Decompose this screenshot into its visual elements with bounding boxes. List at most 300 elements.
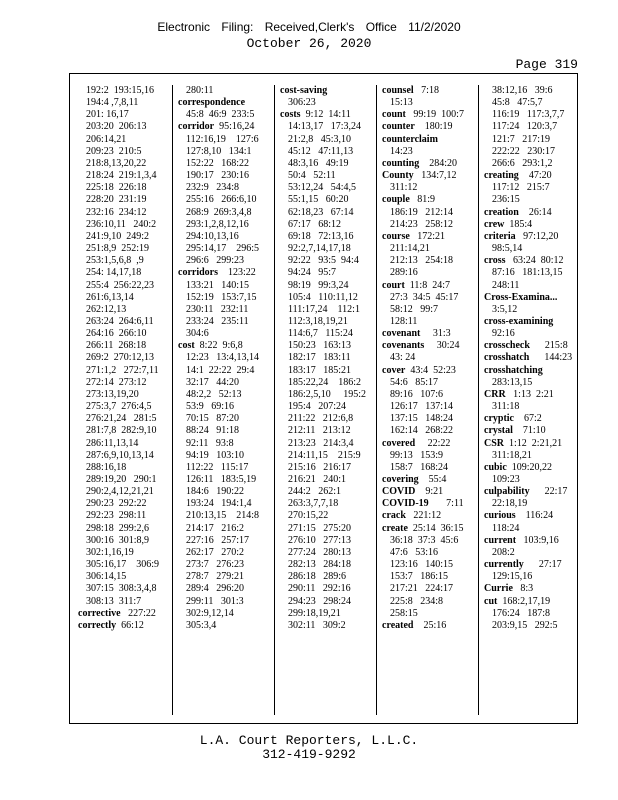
index-page-refs: [280, 413, 366, 425]
page-line-refs: 9:21: [415, 486, 444, 498]
index-page-refs: [280, 498, 366, 510]
page-line-refs: 127:8,10 134:1: [186, 145, 252, 157]
page-line-refs: 294:23 298:24: [288, 595, 352, 607]
page-line-refs: 221:12: [405, 510, 442, 522]
column-divider: [274, 85, 275, 715]
page-line-refs: 48:3,16 49:19: [288, 157, 349, 169]
index-term: current: [484, 534, 517, 546]
page-line-refs: 308:13 311:7: [86, 595, 142, 607]
page-line-refs: 152:19 153:7,15: [186, 291, 257, 303]
index-page-refs: [78, 583, 159, 595]
index-page-refs: [484, 328, 572, 340]
index-term-entry: [484, 535, 572, 547]
page-line-refs: 212:13 254:18: [390, 255, 454, 267]
index-page-refs: [382, 146, 464, 158]
page-line-refs: 288:16,18: [86, 461, 127, 473]
index-page-refs: [280, 510, 366, 522]
index-term: counting: [382, 157, 420, 169]
index-page-refs: [178, 219, 259, 231]
page-line-refs: 241:9,10 249:2: [86, 230, 150, 242]
index-term-entry: [382, 85, 464, 97]
index-page-refs: [78, 219, 159, 231]
index-page-refs: [78, 462, 159, 474]
page-line-refs: 117:24 120:3,7: [492, 121, 558, 133]
page-line-refs: 185:4: [504, 218, 533, 230]
index-page-refs: [78, 328, 159, 340]
index-page-refs: [280, 583, 366, 595]
index-term-entry: [382, 109, 464, 121]
index-term-entry: [382, 170, 464, 182]
index-term-entry: [484, 389, 572, 401]
page-line-refs: 193:24 194:1,4: [186, 498, 252, 510]
page-line-refs: 300:16 301:8,9: [86, 534, 150, 546]
page-line-refs: 262:12,13: [86, 303, 127, 315]
index-page-refs: [382, 450, 464, 462]
page-line-refs: 213:23 214:3,4: [288, 437, 354, 449]
index-page-refs: [484, 498, 572, 510]
index-page-refs: [382, 401, 464, 413]
index-term-entry: [280, 85, 366, 97]
index-page-refs: [178, 243, 259, 255]
page-line-refs: 286:18 289:6: [288, 571, 347, 583]
page-line-refs: 311:18: [492, 401, 520, 413]
column-divider: [376, 85, 377, 715]
index-page-refs: [178, 389, 259, 401]
index-page-refs: [280, 620, 366, 632]
index-page-refs: [178, 425, 259, 437]
index-page-refs: [78, 182, 159, 194]
index-page-refs: [78, 389, 159, 401]
index-page-refs: [280, 207, 366, 219]
index-page-refs: [280, 377, 366, 389]
index-page-refs: [78, 474, 159, 486]
page-line-refs: 232:9 234:8: [186, 182, 240, 194]
index-page-refs: [78, 413, 159, 425]
index-page-refs: [178, 498, 259, 510]
index-page-refs: [280, 523, 366, 535]
page-line-refs: 232:16 234:12: [86, 206, 147, 218]
index-page-refs: [280, 97, 366, 109]
index-term-entry: [484, 559, 572, 571]
page-line-refs: 118:24: [492, 522, 520, 534]
page-line-refs: 311:12: [390, 182, 418, 194]
index-page-refs: [78, 134, 159, 146]
index-page-refs: [382, 352, 464, 364]
page-line-refs: 55:1,15 60:20: [288, 194, 349, 206]
index-page-refs: [484, 608, 572, 620]
index-page-refs: [280, 158, 366, 170]
page-line-refs: 114:6,7 115:24: [288, 328, 353, 340]
page-line-refs: 54:6 85:17: [390, 376, 439, 388]
page-line-refs: 134:7,12: [413, 170, 457, 182]
index-page-refs: [280, 389, 366, 401]
index-term-entry: [484, 438, 572, 450]
index-page-refs: [484, 280, 572, 292]
column-divider: [172, 85, 173, 715]
page-line-refs: 53:9 69:16: [186, 401, 235, 413]
page-line-refs: 25:14 36:15: [407, 522, 464, 534]
index-page-refs: [382, 583, 464, 595]
index-page-refs: [78, 535, 159, 547]
page-line-refs: 45:12 47:11,13: [288, 145, 354, 157]
index-page-refs: [178, 158, 259, 170]
index-page-refs: [178, 207, 259, 219]
page-line-refs: 255:4 256:22,23: [86, 279, 155, 291]
index-page-refs: [178, 571, 259, 583]
index-page-refs: [280, 462, 366, 474]
index-term: court: [382, 279, 405, 291]
index-column-5: [484, 85, 572, 632]
index-term-entry: [484, 425, 572, 437]
index-page-refs: [178, 134, 259, 146]
page-line-refs: 14:23: [390, 145, 413, 157]
page-line-refs: 227:22: [120, 607, 156, 619]
index-page-refs: [280, 316, 366, 328]
index-page-refs: [78, 304, 159, 316]
page-line-refs: 215:16 216:17: [288, 461, 352, 473]
index-term: counter: [382, 121, 415, 133]
index-page-refs: [280, 219, 366, 231]
index-term: counsel: [382, 85, 414, 96]
index-term-entry: [382, 498, 464, 510]
page-number: Page 319: [515, 57, 578, 72]
page-line-refs: 63:24 80:12: [505, 255, 564, 267]
index-term: cross: [484, 255, 506, 267]
index-page-refs: [178, 365, 259, 377]
index-page-refs: [280, 340, 366, 352]
page-line-refs: 22:22: [415, 437, 451, 449]
page-line-refs: 69:18 72:13,16: [288, 230, 354, 242]
index-term: count: [382, 109, 406, 121]
page-line-refs: 94:19 103:10: [186, 449, 245, 461]
index-term-entry: [484, 365, 572, 377]
page-line-refs: 307:15 308:3,4,8: [86, 583, 157, 595]
index-page-refs: [78, 280, 159, 292]
page-line-refs: 22:18,19: [492, 498, 528, 510]
filing-header: Electronic Filing: Received,Clerk's Office 11/2/2020: [157, 20, 461, 34]
index-term: Cross-Examina...: [484, 291, 558, 303]
index-page-refs: [484, 304, 572, 316]
index-page-refs: [78, 243, 159, 255]
index-page-refs: [178, 474, 259, 486]
page-line-refs: 133:21 140:15: [186, 279, 250, 291]
index-page-refs: [280, 170, 366, 182]
page-line-refs: 299:11 301:3: [186, 595, 244, 607]
reporter-company: L.A. Court Reporters, L.L.C.: [199, 733, 419, 748]
page-line-refs: 254: 14,17,18: [86, 267, 142, 279]
index-page-refs: [382, 389, 464, 401]
page-line-refs: 48:2,2 52:13: [186, 388, 242, 400]
index-page-refs: [280, 194, 366, 206]
index-page-refs: [382, 377, 464, 389]
index-page-refs: [484, 401, 572, 413]
index-page-refs: [280, 450, 366, 462]
index-term-entry: [382, 134, 464, 146]
index-column-4: [382, 85, 464, 632]
index-term-entry: [484, 219, 572, 231]
index-page-refs: [280, 243, 366, 255]
index-page-refs: [484, 97, 572, 109]
page-line-refs: 294:10,13,16: [186, 230, 239, 242]
page-line-refs: 218:24 219:1,3,4: [86, 170, 157, 182]
index-page-refs: [78, 547, 159, 559]
index-term-entry: [484, 340, 572, 352]
page-line-refs: 53:12,24 54:4,5: [288, 182, 357, 194]
index-column-1: [78, 85, 159, 632]
page-line-refs: 92:16: [492, 328, 515, 340]
index-page-refs: [178, 608, 259, 620]
page-line-refs: 121:7 217:19: [492, 133, 551, 145]
index-term-entry: [382, 365, 464, 377]
page-line-refs: 7:18: [413, 85, 439, 96]
page-line-refs: 282:13 284:18: [288, 559, 352, 571]
index-term: covering: [382, 474, 419, 485]
page-line-refs: 289:19,20 290:1: [86, 474, 157, 485]
index-page-refs: [78, 352, 159, 364]
page-line-refs: 126:11 183:5,19: [186, 474, 257, 485]
index-page-refs: [78, 365, 159, 377]
page-line-refs: 94:24 95:7: [288, 267, 337, 279]
index-term-entry: [484, 316, 572, 328]
page-line-refs: 295:14,17 296:5: [186, 243, 260, 255]
index-term-entry: [382, 620, 464, 632]
index-term: corrective: [78, 607, 121, 619]
index-page-refs: [382, 182, 464, 194]
page-line-refs: 27:3 34:5 45:17: [390, 291, 459, 303]
page-line-refs: 12:23 13:4,13,14: [186, 352, 260, 364]
index-page-refs: [280, 596, 366, 608]
index-page-refs: [178, 523, 259, 535]
index-page-refs: [484, 146, 572, 158]
page-line-refs: 283:13,15: [492, 376, 533, 388]
index-page-refs: [178, 146, 259, 158]
page-line-refs: 67:2: [514, 413, 542, 425]
index-term-entry: [484, 207, 572, 219]
index-term: crosshatching: [484, 364, 543, 376]
index-term: creation: [484, 206, 519, 218]
page-line-refs: 289:4 296:20: [186, 583, 245, 595]
index-term-entry: [382, 510, 464, 522]
page-line-refs: 22:17: [529, 486, 568, 498]
index-page-refs: [78, 438, 159, 450]
page-line-refs: 103:9,16: [516, 534, 559, 546]
page-line-refs: 38:12,16 39:6: [492, 85, 553, 96]
reporter-phone: 312-419-9292: [262, 747, 356, 762]
page-line-refs: 15:13: [390, 97, 413, 109]
index-page-refs: [382, 547, 464, 559]
index-page-refs: [382, 304, 464, 316]
index-page-refs: [178, 280, 259, 292]
index-page-refs: [78, 158, 159, 170]
page-line-refs: 32:17 44:20: [186, 376, 240, 388]
page-line-refs: 271:1,2 272:7,11: [86, 364, 159, 376]
index-page-refs: [280, 401, 366, 413]
page-line-refs: 25:16: [413, 619, 447, 631]
index-page-refs: [78, 85, 159, 97]
page-line-refs: 30:24: [424, 340, 460, 352]
page-line-refs: 305:3,4: [186, 619, 217, 631]
page-line-refs: 263:24 264:6,11: [86, 315, 154, 327]
index-term-entry: [484, 231, 572, 243]
index-page-refs: [178, 182, 259, 194]
index-page-refs: [78, 523, 159, 535]
page-line-refs: 176:24 187:8: [492, 607, 551, 619]
page-line-refs: 137:15 148:24: [390, 413, 454, 425]
index-page-refs: [78, 170, 159, 182]
index-page-refs: [484, 474, 572, 486]
page-line-refs: 290:23 292:22: [86, 498, 147, 510]
page-line-refs: 296:6 299:23: [186, 255, 245, 267]
index-page-refs: [178, 377, 259, 389]
page-line-refs: 128:11: [390, 315, 418, 327]
page-line-refs: 8:3: [512, 583, 534, 595]
page-line-refs: 203:9,15 292:5: [492, 619, 558, 631]
page-line-refs: 284:20: [419, 157, 458, 169]
page-line-refs: 290:11 292:16: [288, 583, 351, 595]
page-line-refs: 311:18,21: [492, 449, 532, 461]
page-line-refs: 293:1,2,8,12,16: [186, 218, 249, 230]
page-line-refs: 298:18 299:2,6: [86, 522, 150, 534]
page-line-refs: 302:1,16,19: [86, 546, 134, 558]
page-line-refs: 62:18,23 67:14: [288, 206, 354, 218]
page-line-refs: 210:13,15 214:8: [186, 510, 260, 522]
page-line-refs: 97:12,20: [515, 230, 559, 242]
page-line-refs: 212:11 213:12: [288, 425, 351, 437]
page-line-refs: 272:14 273:12: [86, 376, 147, 388]
page-line-refs: 152:22 168:22: [186, 157, 250, 169]
page-line-refs: 211:14,21: [390, 243, 430, 255]
page-line-refs: 292:23 298:11: [86, 510, 147, 522]
index-page-refs: [484, 182, 572, 194]
index-page-refs: [78, 97, 159, 109]
page-line-refs: 228:20 231:19: [86, 194, 147, 206]
index-term: correctly: [78, 619, 117, 631]
page-line-refs: 162:14 268:22: [390, 425, 454, 437]
page-line-refs: 31:3: [420, 328, 451, 340]
index-page-refs: [78, 498, 159, 510]
index-page-refs: [178, 85, 259, 97]
index-term: counterclaim: [382, 133, 438, 145]
index-page-refs: [78, 292, 159, 304]
index-term-entry: [382, 474, 464, 486]
index-page-refs: [178, 450, 259, 462]
index-page-refs: [178, 255, 259, 267]
index-page-refs: [178, 292, 259, 304]
index-page-refs: [178, 510, 259, 522]
page-line-refs: 45:8 46:9 233:5: [186, 109, 255, 121]
index-term: crystal: [484, 425, 513, 437]
index-page-refs: [280, 486, 366, 498]
index-page-refs: [280, 182, 366, 194]
index-term-entry: [484, 583, 572, 595]
index-term: criteria: [484, 230, 516, 242]
page-line-refs: 273:7 276:23: [186, 559, 245, 571]
page-line-refs: 26:14: [518, 206, 552, 218]
page-line-refs: 45:8 47:5,7: [492, 97, 543, 109]
index-term-entry: [484, 486, 572, 498]
index-term-entry: [178, 97, 259, 109]
index-term-entry: [382, 194, 464, 206]
page-line-refs: 304:6: [186, 328, 209, 340]
index-page-refs: [280, 352, 366, 364]
page-line-refs: 270:15,22: [288, 510, 329, 522]
index-page-refs: [382, 243, 464, 255]
index-page-refs: [78, 450, 159, 462]
page-line-refs: 112:22 115:17: [186, 461, 249, 473]
page-line-refs: 236:10,11 240:2: [86, 218, 157, 230]
index-term: COVID-19: [382, 498, 429, 510]
index-page-refs: [280, 267, 366, 279]
page-line-refs: 305:16,17 306:9: [86, 559, 160, 571]
page-line-refs: 112:16,19 127:6: [186, 133, 259, 145]
page-line-refs: 92:2,7,14,17,18: [288, 243, 351, 255]
page-line-refs: 263:3,7,7,18: [288, 498, 339, 510]
page-line-refs: 289:16: [390, 267, 418, 279]
index-page-refs: [484, 158, 572, 170]
index-column-2: [178, 85, 259, 632]
index-term: currently: [484, 559, 524, 571]
page-line-refs: 99:19 100:7: [405, 109, 464, 121]
index-page-refs: [382, 596, 464, 608]
page-line-refs: 290:2,4,12,21,21: [86, 486, 154, 498]
page-line-refs: 43: 24: [390, 352, 416, 364]
index-page-refs: [484, 571, 572, 583]
index-page-refs: [78, 146, 159, 158]
page-line-refs: 255:16 266:6,10: [186, 194, 257, 206]
index-page-refs: [178, 462, 259, 474]
index-page-refs: [382, 608, 464, 620]
page-line-refs: 264:16 266:10: [86, 328, 147, 340]
page-line-refs: 3:5,12: [492, 303, 518, 315]
index-term-entry: [484, 170, 572, 182]
index-page-refs: [280, 559, 366, 571]
hearing-date: October 26, 2020: [246, 36, 372, 51]
page-line-refs: 158:7 168:24: [390, 461, 449, 473]
page-line-refs: 81:9: [409, 194, 436, 206]
page-line-refs: 36:18 37:3 45:6: [390, 534, 459, 546]
page-line-refs: 182:17 183:11: [288, 352, 351, 364]
index-page-refs: [280, 292, 366, 304]
index-page-refs: [280, 121, 366, 133]
page-line-refs: 92:11 93:8: [186, 437, 234, 449]
page-line-refs: 87:16 181:13,15: [492, 267, 563, 279]
page-line-refs: 66:12: [116, 619, 144, 631]
index-page-refs: [78, 255, 159, 267]
index-page-refs: [484, 450, 572, 462]
page-line-refs: 55:4: [418, 474, 447, 485]
page-line-refs: 50:4 52:11: [288, 170, 336, 182]
index-page-refs: [382, 207, 464, 219]
page-line-refs: 105:4 110:11,12: [288, 291, 358, 303]
index-page-refs: [382, 425, 464, 437]
index-term-entry: [78, 608, 159, 620]
index-page-refs: [382, 316, 464, 328]
page-line-refs: 280:11: [186, 85, 214, 96]
index-term-entry: [382, 158, 464, 170]
index-page-refs: [178, 352, 259, 364]
page-line-refs: 209:23 210:5: [86, 145, 142, 157]
index-page-refs: [178, 231, 259, 243]
index-term: culpability: [484, 486, 530, 498]
page-line-refs: 112:3,18,19,21: [288, 315, 348, 327]
page-line-refs: 214:23 258:12: [390, 218, 454, 230]
index-page-refs: [280, 425, 366, 437]
index-term-entry: [484, 292, 572, 304]
page-line-refs: 275:3,7 276:4,5: [86, 401, 152, 413]
page-line-refs: 236:15: [492, 194, 520, 206]
index-term: corridor: [178, 121, 215, 133]
index-page-refs: [78, 571, 159, 583]
